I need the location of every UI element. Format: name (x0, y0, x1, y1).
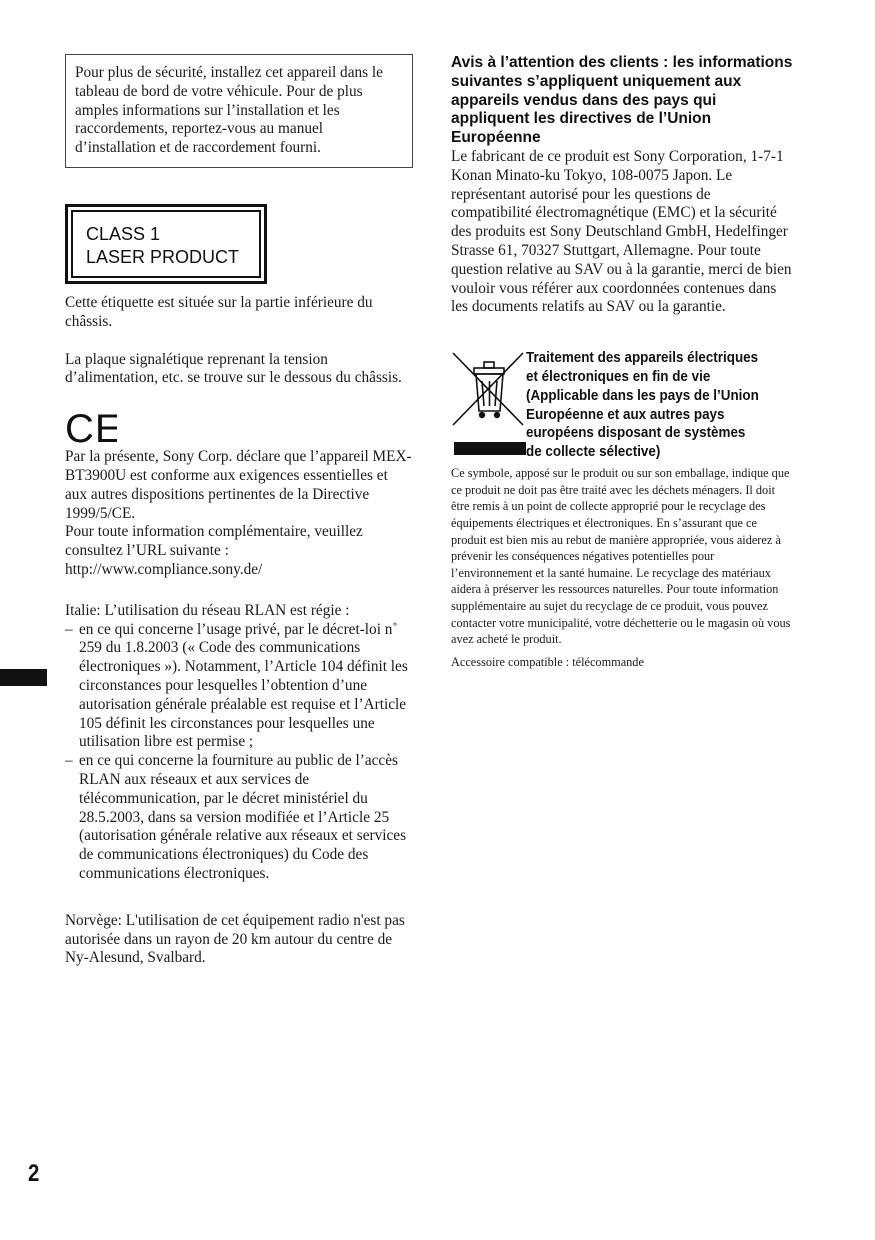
weee-title-line: et électroniques en fin de vie (526, 368, 711, 385)
right-column (451, 54, 795, 670)
laser-label-product: LASER PRODUCT (86, 246, 240, 267)
italy-intro: Italie: L’utilisation du réseau RLAN est régie : (65, 601, 350, 619)
weee-title-line: européens disposant de systèmes (526, 425, 746, 442)
svg-text:CE: CE (65, 408, 117, 449)
more-info-text: Pour toute information complémentaire, veuillez consultez l’URL suivante : (65, 523, 363, 560)
laser-label-inner (71, 210, 261, 278)
weee-body-text: Ce symbole, apposé sur le produit ou sur son emballage, indique que ce produit ne doit pas être traité avec les déchets ménagers. Il doit être remis à un point de collecte approprié pour le recyclage des équipements électriques et électroniques. En s’assurant que ce produit est bien mis au rebut de manière appropriée, vous aiderez à prévenir les conséquences négatives potentielles pour l’environnement et la santé humaine. Le recyclage des matériaux aidera à préserver les ressources naturelles. Pour toute information supplémentaire au sujet du recyclage de ce produit, vous pouvez contacter votre municipalité, votre déchetterie ou le magasin où vous avez acheté le produit. (451, 466, 791, 647)
accessory-text: Accessoire compatible : télécommande (451, 654, 644, 669)
nameplate-text: La plaque signalétique reprenant la tension d’alimentation, etc. se trouve sur le dessous du châssis. (65, 350, 402, 387)
weee-title-line: Européenne et aux autres pays (526, 406, 725, 423)
left-column (65, 54, 412, 968)
section-tab-marker (0, 669, 47, 686)
laser-product-label (65, 204, 267, 284)
weee-section (451, 349, 795, 465)
compliance-url: http://www.compliance.sony.de/ (65, 560, 263, 578)
laser-label-class: CLASS 1 (86, 223, 161, 244)
ce-mark-icon (65, 408, 412, 448)
weee-title (526, 349, 774, 462)
crossed-bin-icon (451, 351, 527, 427)
eu-notice-body: Le fabricant de ce produit est Sony Corporation, 1-7-1 Konan Minato-ku Tokyo, 108-0075 Japon. Le représentant autorisé pour les questions de compatibilité électromagnétique (EMC) et la sécurité des produits est Sony Deutschland GmbH, Hedelfinger Strasse 61, 70327 Stuttgart, Allemagne. Pour toute question relative au SAV ou à la garantie, merci de bien vouloir vous référer aux coordonnées contenues dans les documents relatifs au SAV ou la garantie. (451, 147, 792, 316)
safety-notice-box (65, 54, 413, 168)
weee-title-line: de collecte sélective) (526, 444, 661, 461)
list-item: – en ce qui concerne la fourniture au public de l’accès RLAN aux réseaux et aux services de télécommunication, par le décret ministériel du 28.5.2003, dans sa version modifiée et l’Article 25 (autorisation générale relative aux réseaux et services de communications électroniques) du Code des communications électroniques. (65, 752, 412, 884)
weee-title-line: (Applicable dans les pays de l’Union (526, 387, 759, 404)
list-item: – en ce qui concerne l’usage privé, par le décret-loi n˚ 259 du 1.8.2003 (« Code des communications électroniques »). Notamment, l’Article 104 définit les circonstances pour lesquelles l’obtention d’une autorisation générale préalable est requise et l’Article 105 définit les circonstances pour lesquelles une utilisation libre est permise ; (65, 621, 412, 753)
norway-text: Norvège: L'utilisation de cet équipement radio n'est pas autorisée dans un rayon de 20 km autour du centre de Ny-Alesund, Svalbard. (65, 911, 405, 967)
italy-list (65, 621, 412, 884)
eu-notice-heading: Avis à l’attention des clients : les informations suivantes s’appliquent uniquement aux appareils vendus dans des pays qui appliquent les directives de l’Union Européenne (451, 54, 793, 147)
page-number: 2 (28, 1160, 40, 1187)
safety-notice-text: Pour plus de sécurité, installez cet appareil dans le tableau de bord de votre véhicule. Pour de plus amples informations sur l’installation et les raccordements, reportez-vous au manuel d’installation et de raccordement fourni. (75, 64, 383, 157)
label-location-text: Cette étiquette est située sur la partie inférieure du châssis. (65, 293, 373, 330)
declaration-text: Par la présente, Sony Corp. déclare que l’appareil MEX-BT3900U est conforme aux exigences essentielles et aux autres dispositions pertinentes de la Directive 1999/5/CE. (65, 448, 412, 522)
weee-black-bar (454, 442, 526, 455)
weee-title-line: Traitement des appareils électriques (526, 350, 759, 367)
